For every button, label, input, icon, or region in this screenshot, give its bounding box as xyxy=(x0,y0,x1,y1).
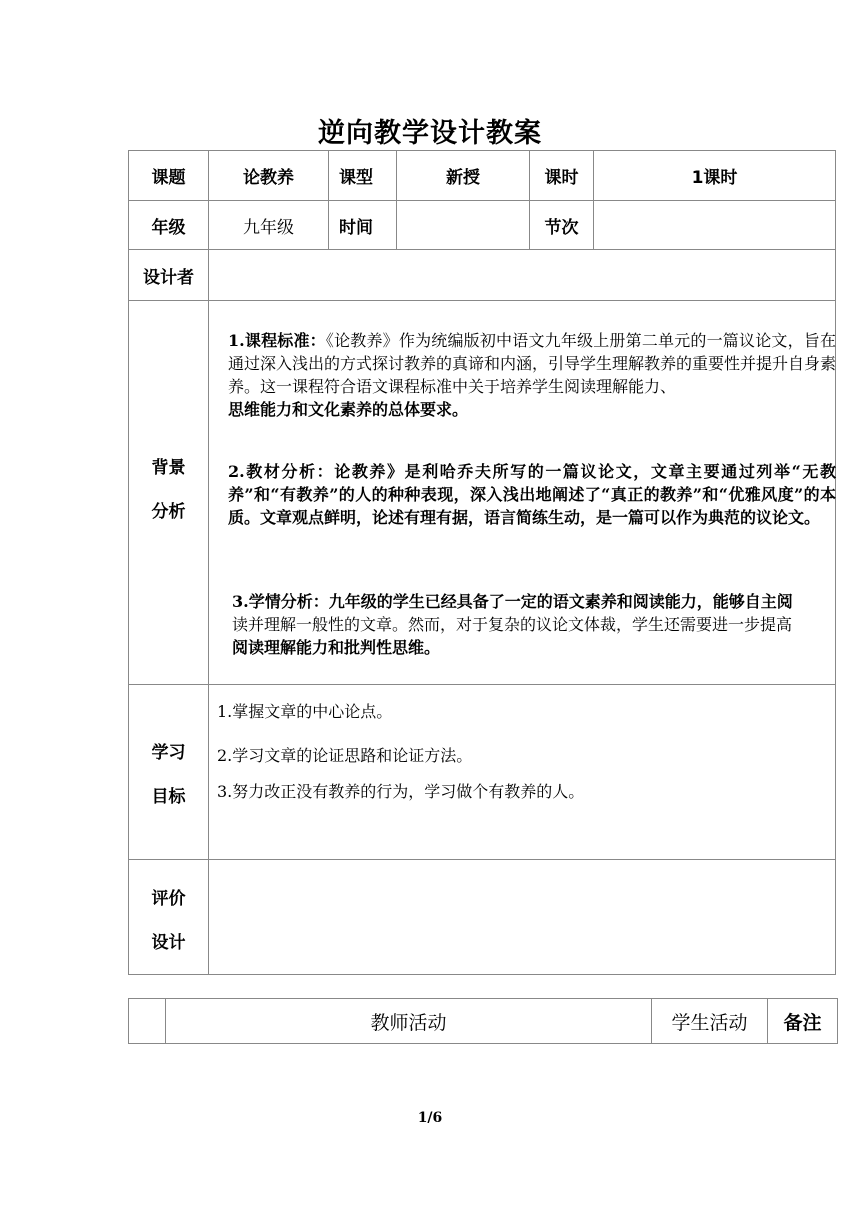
designer-value xyxy=(209,250,835,300)
learning-situation-heading: 3.学情分析：九年级的学生已经具备了一定的语文素养和阅读能力，能够自主阅 xyxy=(232,592,793,611)
topic-value: 论教养 xyxy=(243,168,294,188)
student-activity-header: 学生活动 xyxy=(671,1011,748,1034)
hours-value: 1课时 xyxy=(691,168,738,188)
objectives-label-line1: 学习 xyxy=(151,743,186,763)
learning-situation-tail: 阅读理解能力和批判性思维。 xyxy=(232,638,441,657)
textbook-analysis-paragraph: 2.教材分析：论教养》是利哈乔夫所写的一篇议论文，文章主要通过列举“无教养”和“有教养”的人的种种表现，深入浅出地阐述了“真正的教养”和“优雅风度”的本质。文章观点鲜明，论述有理有据，语言简练生动，是一篇可以作为典范的议论文。 xyxy=(228,462,836,527)
objective-item: 1.掌握文章的中心论点。 xyxy=(217,702,393,721)
evaluation-label xyxy=(129,876,208,966)
curriculum-standard-paragraph xyxy=(228,329,836,421)
session-value xyxy=(594,201,835,249)
evaluation-value xyxy=(209,860,835,974)
learning-situation-paragraph xyxy=(232,590,836,659)
background-label xyxy=(129,440,208,540)
background-label-line1: 背景 xyxy=(151,458,186,478)
background-label-line2: 分析 xyxy=(151,502,186,522)
time-value xyxy=(397,201,529,249)
notes-header: 备注 xyxy=(783,1011,822,1034)
grade-label: 年级 xyxy=(151,217,186,238)
curriculum-standard-heading: 1.课程标准： xyxy=(228,331,326,350)
time-label: 时间 xyxy=(339,217,373,238)
evaluation-label-line1: 评价 xyxy=(151,889,186,909)
objective-item: 2.学习文章的论证思路和论证方法。 xyxy=(217,746,473,765)
learning-situation-text: 读并理解一般性的文章。然而，对于复杂的议论文体裁，学生还需要进一步提高 xyxy=(232,615,793,634)
designer-label: 设计者 xyxy=(143,267,194,288)
activities-blank-header xyxy=(129,999,165,1043)
hours-label: 课时 xyxy=(544,168,579,188)
objective-item: 3.努力改正没有教养的行为，学习做个有教养的人。 xyxy=(217,782,585,801)
teacher-activity-header: 教师活动 xyxy=(370,1011,447,1034)
session-label: 节次 xyxy=(544,217,579,238)
objectives-label xyxy=(129,730,208,820)
type-value: 新授 xyxy=(446,168,480,188)
page-number: 1/6 xyxy=(417,1110,443,1126)
curriculum-standard-text: 《论教养》作为统编版初中语文九年级上册第二单元的一篇议论文，旨在通过深入浅出的方式探讨教养的真谛和内涵，引导学生理解教养的重要性并提升自身素养。这一课程符合语文课程标准中关于培养学生阅读理解能力、 xyxy=(228,331,837,396)
page-title: 逆向教学设计教案 xyxy=(318,118,542,149)
curriculum-standard-tail: 思维能力和文化素养的总体要求。 xyxy=(228,400,469,419)
topic-label: 课题 xyxy=(151,168,186,188)
grade-value: 九年级 xyxy=(243,217,294,238)
evaluation-label-line2: 设计 xyxy=(151,933,186,953)
type-label: 课型 xyxy=(339,168,373,188)
objectives-label-line2: 目标 xyxy=(151,787,186,807)
